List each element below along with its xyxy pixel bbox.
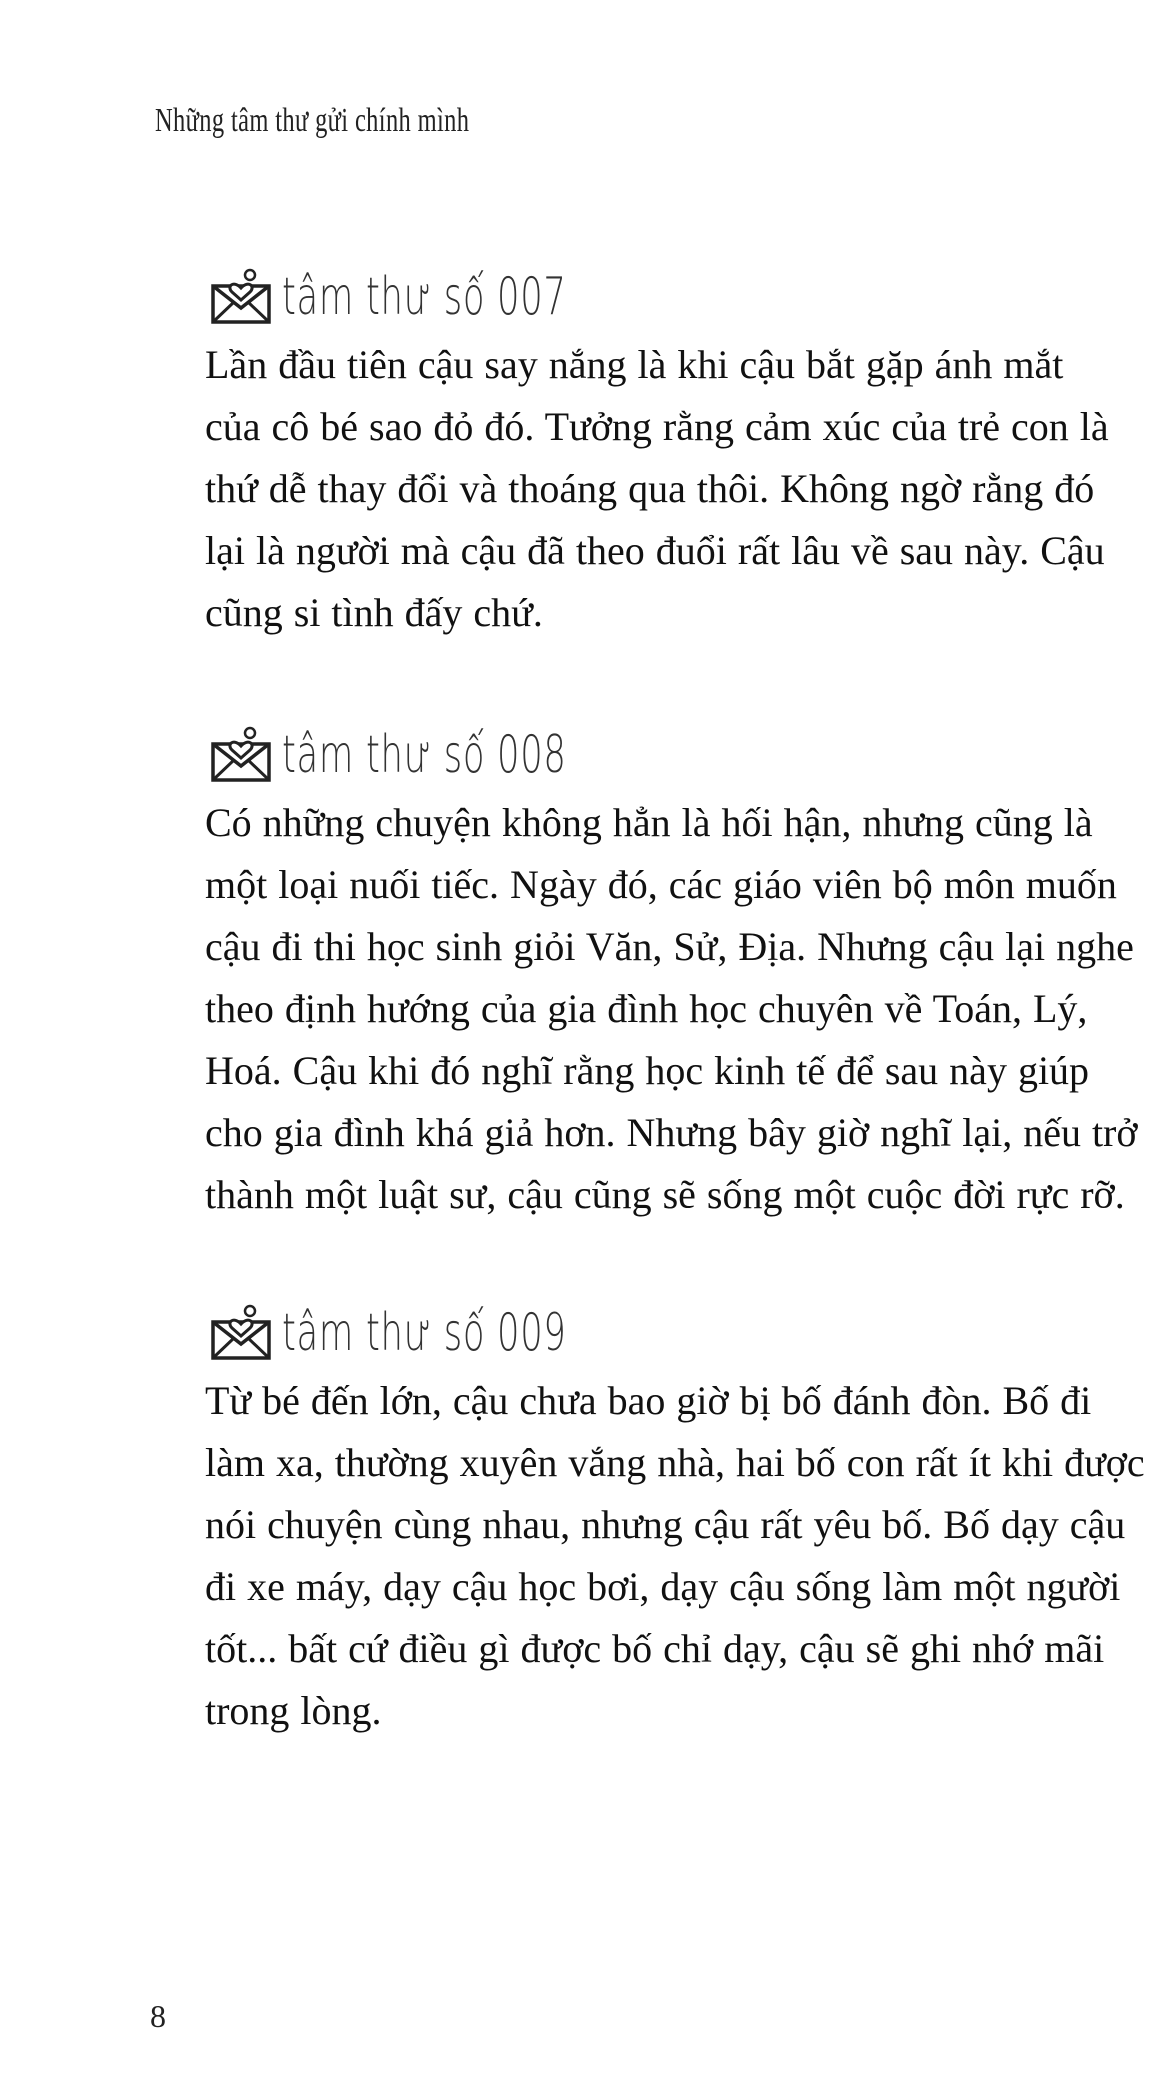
body-line: trong lòng. (205, 1688, 382, 1733)
body-line: nói chuyện cùng nhau, nhưng cậu rất yêu bố. Bố dạy cậu (205, 1502, 1126, 1547)
body-line: một loại nuối tiếc. Ngày đó, các giáo viên bộ môn muốn (205, 862, 1117, 907)
body-line: của cô bé sao đỏ đó. Tưởng rằng cảm xúc của trẻ con là (205, 404, 1109, 449)
body-line: Lần đầu tiên cậu say nắng là khi cậu bắt gặp ánh mắt (205, 342, 1064, 387)
body-line: cậu đi thi học sinh giỏi Văn, Sử, Địa. Nhưng cậu lại nghe (205, 924, 1134, 969)
body-line: thành một luật sư, cậu cũng sẽ sống một cuộc đời rực rỡ. (205, 1172, 1125, 1217)
body-line: Từ bé đến lớn, cậu chưa bao giờ bị bố đánh đòn. Bố đi (205, 1378, 1092, 1423)
section-heading (210, 1298, 1095, 1362)
body-line: lại là người mà cậu đã theo đuổi rất lâu về sau này. Cậu (205, 528, 1105, 573)
body-line: thứ dễ thay đổi và thoáng qua thôi. Không ngờ rằng đó (205, 466, 1095, 511)
body-line: đi xe máy, dạy cậu học bơi, dạy cậu sống làm một người (205, 1564, 1121, 1609)
section-body (205, 792, 1138, 1226)
body-line: cho gia đình khá giả hơn. Nhưng bây giờ nghĩ lại, nếu trở (205, 1110, 1138, 1155)
letter-section-008 (205, 720, 1138, 1226)
section-title: tâm thư số 009 (282, 1303, 567, 1363)
section-heading (210, 720, 1095, 784)
envelope-heart-icon (210, 268, 272, 326)
body-line: Có những chuyện không hẳn là hối hận, nhưng cũng là (205, 800, 1093, 845)
page-number: 8 (150, 1998, 166, 2034)
body-line: theo định hướng của gia đình học chuyên về Toán, Lý, (205, 986, 1088, 1031)
body-line: làm xa, thường xuyên vắng nhà, hai bố con rất ít khi được (205, 1440, 1145, 1485)
body-line: tốt... bất cứ điều gì được bố chỉ dạy, cậu sẽ ghi nhớ mãi (205, 1626, 1105, 1671)
envelope-heart-icon (210, 1304, 272, 1362)
section-title: tâm thư số 008 (282, 725, 567, 785)
section-title: tâm thư số 007 (282, 267, 567, 327)
letter-section-009 (205, 1298, 1145, 1742)
running-header-title: Những tâm thư gửi chính mình (155, 102, 470, 139)
body-line: Hoá. Cậu khi đó nghĩ rằng học kinh tế để sau này giúp (205, 1048, 1090, 1093)
body-line: cũng si tình đấy chứ. (205, 590, 543, 635)
letter-section-007 (205, 262, 1109, 644)
envelope-heart-icon (210, 726, 272, 784)
section-body (205, 334, 1109, 644)
section-heading (210, 262, 1095, 326)
section-body (205, 1370, 1145, 1742)
